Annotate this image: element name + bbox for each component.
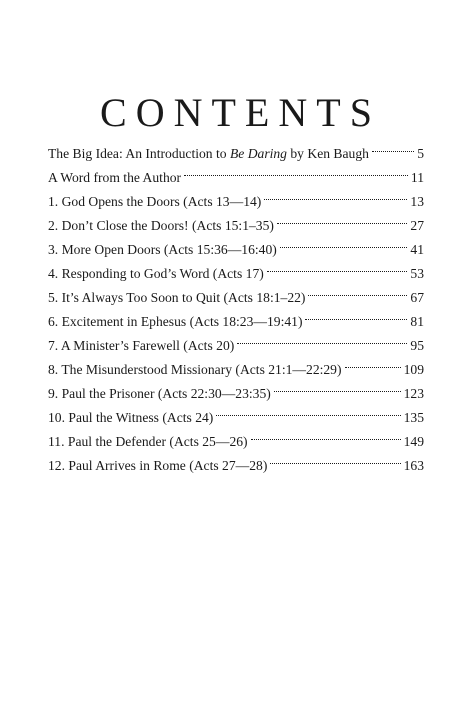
dot-leader (264, 182, 407, 206)
toc-page-number: 5 (417, 146, 424, 161)
toc-page-number: 135 (403, 410, 424, 425)
toc-entry-title (48, 214, 274, 238)
dot-leader (270, 446, 400, 470)
toc-entry-title (48, 430, 248, 454)
toc-page-number: 67 (410, 290, 424, 305)
dot-leader (184, 158, 408, 182)
toc-entry-title (48, 406, 213, 430)
toc-page-number: 109 (403, 362, 424, 377)
toc-entry-title (48, 454, 267, 478)
toc-page-number: 13 (410, 194, 424, 209)
toc-page-number: 27 (410, 218, 424, 233)
toc-entry-title (48, 166, 181, 190)
toc-title-prefix: 7. A Minister’s Farewell (Acts 20) (48, 338, 235, 353)
toc-page-number: 163 (403, 458, 424, 473)
toc-title-prefix: 6. Excitement in Ephesus (Acts 18:23—19:41) (48, 314, 303, 329)
toc-page-number: 123 (403, 386, 424, 401)
toc-title-prefix: The Big Idea: An Introduction to (48, 146, 230, 161)
dot-leader (345, 350, 401, 374)
toc-entry-title (48, 190, 261, 214)
toc-page-number: 81 (410, 314, 424, 329)
toc-title-prefix: 5. It’s Always Too Soon to Quit (Acts 18:1–22) (48, 290, 306, 305)
dot-leader (277, 206, 407, 230)
toc-title-prefix: 2. Don’t Close the Doors! (Acts 15:1–35) (48, 218, 274, 233)
toc-entry-title (48, 334, 234, 358)
toc-page-number: 95 (410, 338, 424, 353)
dot-leader (305, 302, 407, 326)
toc-entry-title (48, 238, 277, 262)
dot-leader (237, 326, 407, 350)
toc-title-prefix: 12. Paul Arrives in Rome (Acts 27—28) (48, 458, 268, 473)
toc-page-number: 149 (403, 434, 424, 449)
toc-title-prefix: 8. The Misunderstood Missionary (Acts 21:1—22:29) (48, 362, 342, 377)
toc-title-prefix: A Word from the Author (48, 170, 182, 185)
toc-title-suffix: by Ken Baugh (286, 146, 369, 161)
toc-entry[interactable] (48, 134, 424, 161)
dot-leader (274, 374, 401, 398)
toc-title-italic: Be Daring (229, 146, 287, 161)
toc-entry-title (48, 262, 264, 286)
table-of-contents (48, 134, 424, 473)
toc-title-prefix: 3. More Open Doors (Acts 15:36—16:40) (48, 242, 277, 257)
dot-leader (216, 398, 400, 422)
dot-leader (280, 230, 408, 254)
toc-title-prefix: 9. Paul the Prisoner (Acts 22:30—23:35) (48, 386, 271, 401)
dot-leader (372, 134, 414, 158)
toc-page-number: 11 (410, 170, 424, 185)
page-title: CONTENTS (100, 89, 381, 135)
dot-leader (267, 254, 408, 278)
toc-page-number: 53 (410, 266, 424, 281)
toc-title-prefix: 11. Paul the Defender (Acts 25—26) (48, 434, 248, 449)
toc-title-prefix: 4. Responding to God’s Word (Acts 17) (48, 266, 264, 281)
toc-entry-title (48, 286, 305, 310)
toc-title-prefix: 1. God Opens the Doors (Acts 13—14) (48, 194, 262, 209)
dot-leader (251, 422, 401, 446)
dot-leader (308, 278, 407, 302)
toc-page-number: 41 (410, 242, 424, 257)
toc-title-prefix: 10. Paul the Witness (Acts 24) (48, 410, 214, 425)
